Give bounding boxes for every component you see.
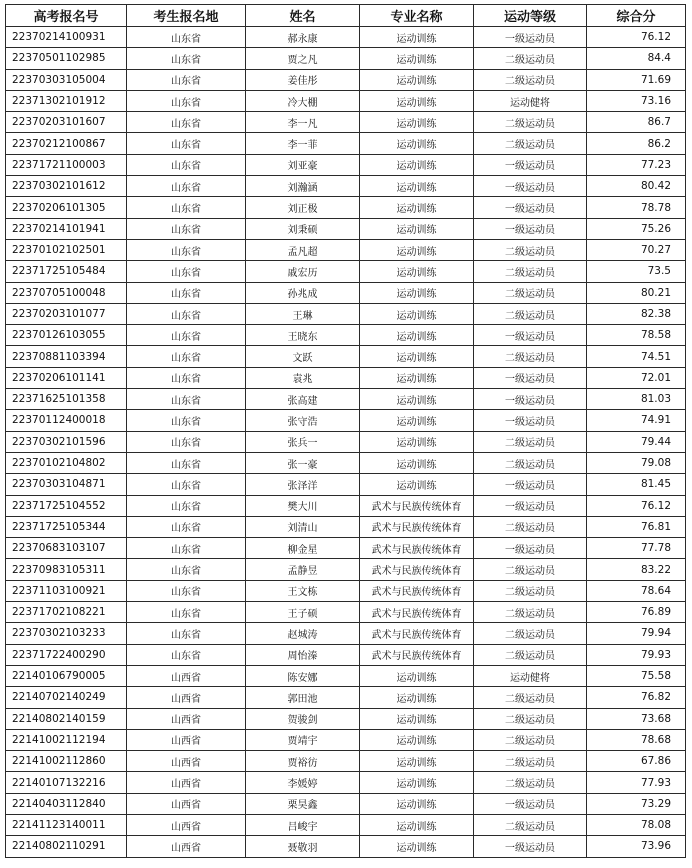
registration-place-cell: 山西省 xyxy=(127,772,246,793)
athlete-level-cell: 二级运动员 xyxy=(474,729,587,750)
registration-place-cell: 山东省 xyxy=(127,218,246,239)
table-row xyxy=(6,538,686,559)
registration-place-cell: 山东省 xyxy=(127,27,246,48)
student-name-cell: 吕峻宇 xyxy=(246,814,360,835)
registration-place-cell: 山东省 xyxy=(127,516,246,537)
student-name-cell: 刘亚豪 xyxy=(246,154,360,175)
table-row xyxy=(6,687,686,708)
athlete-level-cell: 二级运动员 xyxy=(474,346,587,367)
student-name-cell: 张守浩 xyxy=(246,410,360,431)
registration-place-cell: 山东省 xyxy=(127,474,246,495)
student-name-cell: 赵城涛 xyxy=(246,623,360,644)
table-row xyxy=(6,836,686,857)
athlete-level-cell: 一级运动员 xyxy=(474,325,587,346)
athlete-level-cell: 二级运动员 xyxy=(474,623,587,644)
registration-place-cell: 山东省 xyxy=(127,239,246,260)
major-cell: 运动训练 xyxy=(360,793,474,814)
student-name-cell: 刘正极 xyxy=(246,197,360,218)
registration-number-cell: 22141002112194 xyxy=(6,729,127,750)
major-cell: 运动训练 xyxy=(360,218,474,239)
registration-number-cell: 22371725104552 xyxy=(6,495,127,516)
major-cell: 运动训练 xyxy=(360,729,474,750)
registration-place-cell: 山东省 xyxy=(127,452,246,473)
registration-place-cell: 山西省 xyxy=(127,665,246,686)
header-row xyxy=(6,5,686,27)
major-cell: 运动训练 xyxy=(360,452,474,473)
major-cell: 运动训练 xyxy=(360,303,474,324)
registration-number-cell: 22141002112860 xyxy=(6,751,127,772)
student-name-cell: 王晓东 xyxy=(246,325,360,346)
total-score-cell: 73.16 xyxy=(587,90,686,111)
total-score-cell: 81.03 xyxy=(587,389,686,410)
student-name-cell: 贾靖宇 xyxy=(246,729,360,750)
student-name-cell: 刘秉硕 xyxy=(246,218,360,239)
registration-number-cell: 22370203101607 xyxy=(6,112,127,133)
total-score-cell: 74.91 xyxy=(587,410,686,431)
table-row xyxy=(6,623,686,644)
athlete-level-cell: 一级运动员 xyxy=(474,197,587,218)
registration-number-cell: 22370302103233 xyxy=(6,623,127,644)
registration-number-cell: 22371302101912 xyxy=(6,90,127,111)
student-name-cell: 周怡溱 xyxy=(246,644,360,665)
total-score-cell: 78.64 xyxy=(587,580,686,601)
total-score-cell: 75.58 xyxy=(587,665,686,686)
column-header-athlete-level: 运动等级 xyxy=(474,5,587,27)
table-row xyxy=(6,176,686,197)
total-score-cell: 76.82 xyxy=(587,687,686,708)
major-cell: 运动训练 xyxy=(360,410,474,431)
major-cell: 武术与民族传统体育 xyxy=(360,495,474,516)
athlete-level-cell: 二级运动员 xyxy=(474,48,587,69)
registration-place-cell: 山西省 xyxy=(127,708,246,729)
table-row xyxy=(6,410,686,431)
total-score-cell: 80.21 xyxy=(587,282,686,303)
major-cell: 运动训练 xyxy=(360,751,474,772)
total-score-cell: 77.78 xyxy=(587,538,686,559)
total-score-cell: 76.81 xyxy=(587,516,686,537)
table-row xyxy=(6,367,686,388)
table-row xyxy=(6,431,686,452)
registration-number-cell: 22140403112840 xyxy=(6,793,127,814)
table-row xyxy=(6,48,686,69)
table-row xyxy=(6,814,686,835)
major-cell: 武术与民族传统体育 xyxy=(360,559,474,580)
registration-number-cell: 22370112400018 xyxy=(6,410,127,431)
major-cell: 运动训练 xyxy=(360,282,474,303)
major-cell: 运动训练 xyxy=(360,389,474,410)
registration-place-cell: 山东省 xyxy=(127,559,246,580)
table-row xyxy=(6,729,686,750)
total-score-cell: 73.96 xyxy=(587,836,686,857)
total-score-cell: 79.44 xyxy=(587,431,686,452)
registration-place-cell: 山东省 xyxy=(127,431,246,452)
total-score-cell: 76.89 xyxy=(587,602,686,623)
major-cell: 运动训练 xyxy=(360,708,474,729)
total-score-cell: 78.68 xyxy=(587,729,686,750)
athlete-level-cell: 二级运动员 xyxy=(474,602,587,623)
major-cell: 运动训练 xyxy=(360,431,474,452)
registration-number-cell: 22140702140249 xyxy=(6,687,127,708)
student-name-cell: 张一豪 xyxy=(246,452,360,473)
registration-number-cell: 22370214101941 xyxy=(6,218,127,239)
registration-place-cell: 山东省 xyxy=(127,303,246,324)
registration-place-cell: 山东省 xyxy=(127,112,246,133)
table-row xyxy=(6,495,686,516)
table-row xyxy=(6,602,686,623)
athlete-level-cell: 一级运动员 xyxy=(474,793,587,814)
student-name-cell: 贾之凡 xyxy=(246,48,360,69)
table-row xyxy=(6,303,686,324)
registration-number-cell: 22371721100003 xyxy=(6,154,127,175)
major-cell: 运动训练 xyxy=(360,687,474,708)
table-row xyxy=(6,793,686,814)
registration-number-cell: 22370501102985 xyxy=(6,48,127,69)
registration-number-cell: 22370705100048 xyxy=(6,282,127,303)
athlete-level-cell: 一级运动员 xyxy=(474,474,587,495)
table-row xyxy=(6,559,686,580)
student-name-cell: 聂敬羽 xyxy=(246,836,360,857)
registration-number-cell: 22370983105311 xyxy=(6,559,127,580)
student-name-cell: 陈安娜 xyxy=(246,665,360,686)
registration-place-cell: 山西省 xyxy=(127,814,246,835)
student-name-cell: 冷大棚 xyxy=(246,90,360,111)
student-name-cell: 刘清山 xyxy=(246,516,360,537)
student-name-cell: 王子硕 xyxy=(246,602,360,623)
total-score-cell: 73.5 xyxy=(587,261,686,282)
registration-place-cell: 山东省 xyxy=(127,644,246,665)
table-row xyxy=(6,346,686,367)
total-score-cell: 77.23 xyxy=(587,154,686,175)
registration-number-cell: 22370214100931 xyxy=(6,27,127,48)
column-header-name: 姓名 xyxy=(246,5,360,27)
registration-number-cell: 22370303105004 xyxy=(6,69,127,90)
athlete-level-cell: 一级运动员 xyxy=(474,836,587,857)
registration-number-cell: 22371625101358 xyxy=(6,389,127,410)
student-name-cell: 孟凡超 xyxy=(246,239,360,260)
registration-place-cell: 山东省 xyxy=(127,325,246,346)
registration-number-cell: 22370683103107 xyxy=(6,538,127,559)
student-name-cell: 张高建 xyxy=(246,389,360,410)
major-cell: 运动训练 xyxy=(360,112,474,133)
total-score-cell: 80.42 xyxy=(587,176,686,197)
major-cell: 运动训练 xyxy=(360,346,474,367)
major-cell: 运动训练 xyxy=(360,133,474,154)
athlete-level-cell: 二级运动员 xyxy=(474,431,587,452)
student-name-cell: 李媛婷 xyxy=(246,772,360,793)
student-name-cell: 姜佳彤 xyxy=(246,69,360,90)
registration-place-cell: 山西省 xyxy=(127,751,246,772)
total-score-cell: 81.45 xyxy=(587,474,686,495)
registration-place-cell: 山东省 xyxy=(127,48,246,69)
table-row xyxy=(6,325,686,346)
registration-number-cell: 22370206101141 xyxy=(6,367,127,388)
registration-number-cell: 22371725105344 xyxy=(6,516,127,537)
registration-place-cell: 山东省 xyxy=(127,90,246,111)
registration-place-cell: 山东省 xyxy=(127,176,246,197)
table-row xyxy=(6,389,686,410)
major-cell: 运动训练 xyxy=(360,69,474,90)
registration-place-cell: 山西省 xyxy=(127,793,246,814)
table-row xyxy=(6,261,686,282)
registration-place-cell: 山东省 xyxy=(127,602,246,623)
major-cell: 运动训练 xyxy=(360,176,474,197)
athlete-level-cell: 一级运动员 xyxy=(474,389,587,410)
registration-place-cell: 山西省 xyxy=(127,836,246,857)
registration-place-cell: 山东省 xyxy=(127,261,246,282)
athlete-level-cell: 一级运动员 xyxy=(474,218,587,239)
major-cell: 运动训练 xyxy=(360,836,474,857)
registration-place-cell: 山东省 xyxy=(127,133,246,154)
registration-number-cell: 22370302101612 xyxy=(6,176,127,197)
major-cell: 运动训练 xyxy=(360,367,474,388)
registration-number-cell: 22140107132216 xyxy=(6,772,127,793)
athlete-level-cell: 二级运动员 xyxy=(474,303,587,324)
athlete-level-cell: 二级运动员 xyxy=(474,708,587,729)
total-score-cell: 77.93 xyxy=(587,772,686,793)
total-score-cell: 73.29 xyxy=(587,793,686,814)
registration-place-cell: 山东省 xyxy=(127,367,246,388)
registration-place-cell: 山东省 xyxy=(127,389,246,410)
total-score-cell: 79.94 xyxy=(587,623,686,644)
athlete-level-cell: 二级运动员 xyxy=(474,559,587,580)
table-row xyxy=(6,644,686,665)
student-name-cell: 张兵一 xyxy=(246,431,360,452)
registration-number-cell: 22370126103055 xyxy=(6,325,127,346)
major-cell: 运动训练 xyxy=(360,27,474,48)
major-cell: 武术与民族传统体育 xyxy=(360,516,474,537)
major-cell: 运动训练 xyxy=(360,772,474,793)
total-score-cell: 86.2 xyxy=(587,133,686,154)
athlete-level-cell: 二级运动员 xyxy=(474,687,587,708)
total-score-cell: 78.78 xyxy=(587,197,686,218)
total-score-cell: 76.12 xyxy=(587,495,686,516)
registration-place-cell: 山东省 xyxy=(127,197,246,218)
athlete-level-cell: 二级运动员 xyxy=(474,814,587,835)
major-cell: 运动训练 xyxy=(360,48,474,69)
student-name-cell: 袁兆 xyxy=(246,367,360,388)
registration-number-cell: 22371702108221 xyxy=(6,602,127,623)
total-score-cell: 75.26 xyxy=(587,218,686,239)
total-score-cell: 72.01 xyxy=(587,367,686,388)
athlete-level-cell: 二级运动员 xyxy=(474,239,587,260)
athlete-level-cell: 二级运动员 xyxy=(474,112,587,133)
athlete-level-cell: 运动健将 xyxy=(474,90,587,111)
table-row xyxy=(6,474,686,495)
registration-place-cell: 山西省 xyxy=(127,729,246,750)
registration-number-cell: 22370212100867 xyxy=(6,133,127,154)
major-cell: 运动训练 xyxy=(360,474,474,495)
athlete-level-cell: 二级运动员 xyxy=(474,261,587,282)
major-cell: 武术与民族传统体育 xyxy=(360,538,474,559)
major-cell: 运动训练 xyxy=(360,261,474,282)
student-name-cell: 贺骏剑 xyxy=(246,708,360,729)
registration-place-cell: 山东省 xyxy=(127,538,246,559)
student-name-cell: 樊大川 xyxy=(246,495,360,516)
student-name-cell: 柳金星 xyxy=(246,538,360,559)
column-header-registration-number: 高考报名号 xyxy=(6,5,127,27)
registration-place-cell: 山东省 xyxy=(127,282,246,303)
major-cell: 运动训练 xyxy=(360,154,474,175)
student-name-cell: 戚宏历 xyxy=(246,261,360,282)
registration-number-cell: 22140802110291 xyxy=(6,836,127,857)
table-row xyxy=(6,133,686,154)
total-score-cell: 79.08 xyxy=(587,452,686,473)
registration-place-cell: 山东省 xyxy=(127,69,246,90)
registration-number-cell: 22370206101305 xyxy=(6,197,127,218)
major-cell: 运动训练 xyxy=(360,814,474,835)
student-name-cell: 栗昊鑫 xyxy=(246,793,360,814)
total-score-cell: 84.4 xyxy=(587,48,686,69)
student-name-cell: 孙兆成 xyxy=(246,282,360,303)
table-row xyxy=(6,580,686,601)
registration-number-cell: 22370102102501 xyxy=(6,239,127,260)
table-row xyxy=(6,239,686,260)
column-header-total-score: 综合分 xyxy=(587,5,686,27)
registration-place-cell: 山西省 xyxy=(127,687,246,708)
total-score-cell: 78.58 xyxy=(587,325,686,346)
table-row xyxy=(6,197,686,218)
student-name-cell: 李一凡 xyxy=(246,112,360,133)
total-score-cell: 82.38 xyxy=(587,303,686,324)
athlete-level-cell: 二级运动员 xyxy=(474,644,587,665)
table-row xyxy=(6,751,686,772)
student-name-cell: 张泽洋 xyxy=(246,474,360,495)
major-cell: 武术与民族传统体育 xyxy=(360,623,474,644)
major-cell: 运动训练 xyxy=(360,239,474,260)
total-score-cell: 71.69 xyxy=(587,69,686,90)
total-score-cell: 76.12 xyxy=(587,27,686,48)
student-name-cell: 贾裕彷 xyxy=(246,751,360,772)
table-row xyxy=(6,516,686,537)
registration-number-cell: 22371725105484 xyxy=(6,261,127,282)
athlete-level-cell: 一级运动员 xyxy=(474,495,587,516)
athlete-level-cell: 二级运动员 xyxy=(474,133,587,154)
athlete-level-cell: 二级运动员 xyxy=(474,751,587,772)
major-cell: 武术与民族传统体育 xyxy=(360,602,474,623)
student-name-cell: 孟静昱 xyxy=(246,559,360,580)
registration-number-cell: 22370302101596 xyxy=(6,431,127,452)
registration-place-cell: 山东省 xyxy=(127,154,246,175)
athlete-level-cell: 二级运动员 xyxy=(474,452,587,473)
athlete-level-cell: 一级运动员 xyxy=(474,410,587,431)
table-row xyxy=(6,452,686,473)
registration-number-cell: 22140106790005 xyxy=(6,665,127,686)
total-score-cell: 83.22 xyxy=(587,559,686,580)
admission-results-table xyxy=(5,4,686,858)
athlete-level-cell: 一级运动员 xyxy=(474,176,587,197)
table-row xyxy=(6,27,686,48)
student-name-cell: 李一菲 xyxy=(246,133,360,154)
table-row xyxy=(6,218,686,239)
athlete-level-cell: 一级运动员 xyxy=(474,367,587,388)
major-cell: 运动训练 xyxy=(360,325,474,346)
registration-number-cell: 22370303104871 xyxy=(6,474,127,495)
registration-number-cell: 22371103100921 xyxy=(6,580,127,601)
column-header-major: 专业名称 xyxy=(360,5,474,27)
student-name-cell: 文跃 xyxy=(246,346,360,367)
student-name-cell: 郝永康 xyxy=(246,27,360,48)
table-row xyxy=(6,665,686,686)
athlete-level-cell: 二级运动员 xyxy=(474,516,587,537)
athlete-level-cell: 一级运动员 xyxy=(474,154,587,175)
major-cell: 武术与民族传统体育 xyxy=(360,580,474,601)
total-score-cell: 78.08 xyxy=(587,814,686,835)
registration-place-cell: 山东省 xyxy=(127,623,246,644)
registration-number-cell: 22371722400290 xyxy=(6,644,127,665)
registration-number-cell: 22370881103394 xyxy=(6,346,127,367)
athlete-level-cell: 二级运动员 xyxy=(474,580,587,601)
student-name-cell: 郭田池 xyxy=(246,687,360,708)
student-name-cell: 王文栋 xyxy=(246,580,360,601)
registration-number-cell: 22370102104802 xyxy=(6,452,127,473)
student-name-cell: 刘瀚涵 xyxy=(246,176,360,197)
registration-number-cell: 22140802140159 xyxy=(6,708,127,729)
athlete-level-cell: 一级运动员 xyxy=(474,27,587,48)
column-header-registration-place: 考生报名地 xyxy=(127,5,246,27)
athlete-level-cell: 运动健将 xyxy=(474,665,587,686)
table-row xyxy=(6,90,686,111)
total-score-cell: 74.51 xyxy=(587,346,686,367)
total-score-cell: 73.68 xyxy=(587,708,686,729)
table-row xyxy=(6,112,686,133)
table-row xyxy=(6,69,686,90)
athlete-level-cell: 二级运动员 xyxy=(474,69,587,90)
table-row xyxy=(6,282,686,303)
total-score-cell: 79.93 xyxy=(587,644,686,665)
athlete-level-cell: 二级运动员 xyxy=(474,772,587,793)
registration-place-cell: 山东省 xyxy=(127,346,246,367)
major-cell: 运动训练 xyxy=(360,665,474,686)
registration-number-cell: 22141123140011 xyxy=(6,814,127,835)
total-score-cell: 86.7 xyxy=(587,112,686,133)
athlete-level-cell: 一级运动员 xyxy=(474,538,587,559)
registration-number-cell: 22370203101077 xyxy=(6,303,127,324)
registration-place-cell: 山东省 xyxy=(127,495,246,516)
table-row xyxy=(6,772,686,793)
major-cell: 运动训练 xyxy=(360,90,474,111)
major-cell: 武术与民族传统体育 xyxy=(360,644,474,665)
athlete-level-cell: 二级运动员 xyxy=(474,282,587,303)
registration-place-cell: 山东省 xyxy=(127,410,246,431)
table-row xyxy=(6,708,686,729)
total-score-cell: 70.27 xyxy=(587,239,686,260)
registration-place-cell: 山东省 xyxy=(127,580,246,601)
table-row xyxy=(6,154,686,175)
major-cell: 运动训练 xyxy=(360,197,474,218)
student-name-cell: 王琳 xyxy=(246,303,360,324)
total-score-cell: 67.86 xyxy=(587,751,686,772)
